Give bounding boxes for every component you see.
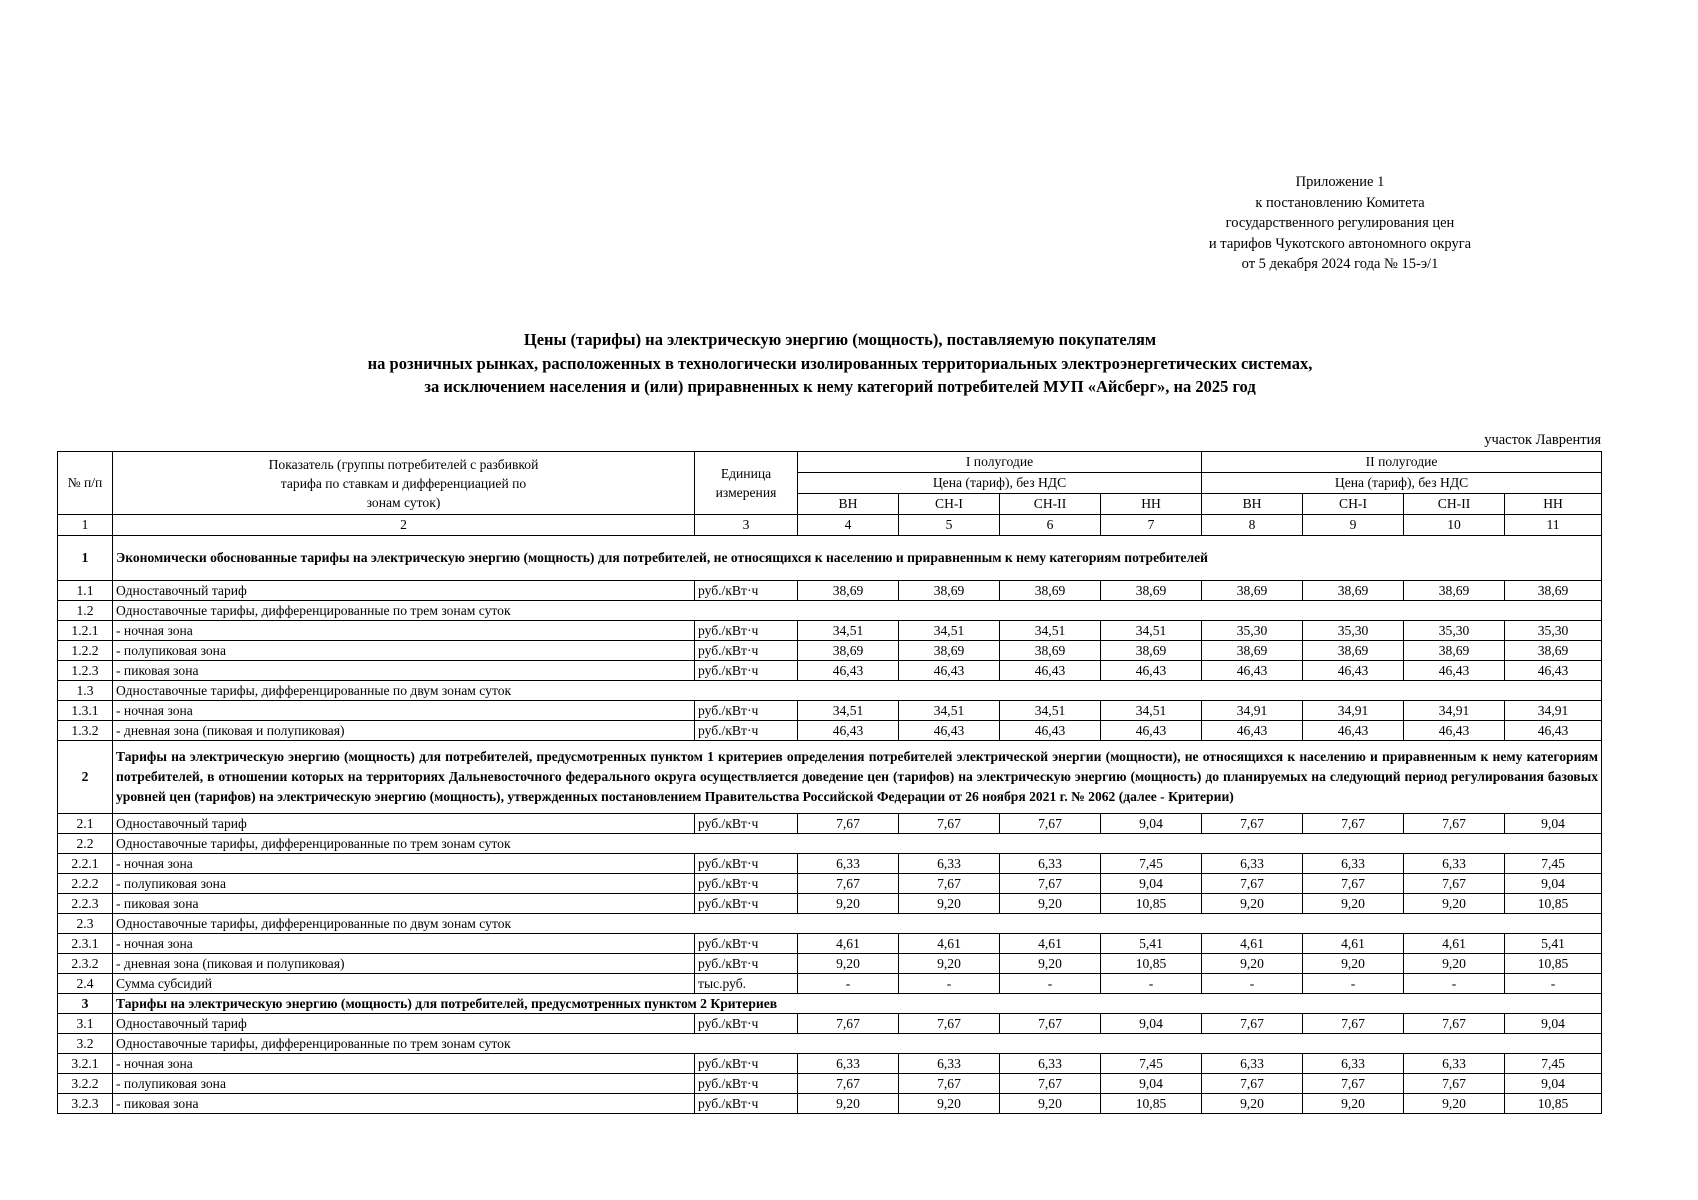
row-number: 3 [58,994,113,1014]
tariff-value: 7,67 [798,1014,899,1034]
row-unit: руб./кВт·ч [695,1074,798,1094]
tariff-value: 7,67 [1303,814,1404,834]
row-name: Одноставочные тарифы, дифференцированные по двум зонам суток [113,681,1602,701]
row-unit: руб./кВт·ч [695,814,798,834]
tariff-value: 7,67 [899,874,1000,894]
tariff-value: 34,51 [1000,701,1101,721]
header-level: НН [1505,494,1602,515]
header-level: ВН [1202,494,1303,515]
section-title: Тарифы на электрическую энергию (мощность) для потребителей, предусмотренных пунктом 2 Критериев [113,994,1602,1014]
header-indicator: Показатель (группы потребителей с разбивкой тарифа по ставкам и дифференциацией по зонам суток) [113,452,695,515]
header-level: СН-II [1404,494,1505,515]
tariff-value: 9,20 [899,894,1000,914]
tariff-value: 6,33 [1404,1054,1505,1074]
tariff-value: 7,67 [1000,1074,1101,1094]
row-unit: руб./кВт·ч [695,954,798,974]
tariff-value: 6,33 [798,854,899,874]
tariff-value: 7,67 [798,874,899,894]
row-unit: руб./кВт·ч [695,1014,798,1034]
tariff-value: 7,67 [899,814,1000,834]
tariff-value: 9,04 [1505,874,1602,894]
tariff-value: 7,67 [1303,1074,1404,1094]
tariff-value: 38,69 [899,581,1000,601]
tariff-value: - [1505,974,1602,994]
tariff-value: 9,20 [798,954,899,974]
title-line: на розничных рынках, расположенных в технологически изолированных территориальных электроэнергетических системах, [367,353,1313,373]
tariff-value: - [798,974,899,994]
tariff-value: 10,85 [1505,894,1602,914]
tariff-value: 38,69 [1101,641,1202,661]
row-name: - ночная зона [113,934,695,954]
row-number: 1.2.3 [58,661,113,681]
row-number: 1.2 [58,601,113,621]
tariff-value: 7,67 [1202,1074,1303,1094]
row-number: 2 [58,741,113,814]
tariff-value: 9,20 [1404,954,1505,974]
section-row [58,741,1602,814]
tariff-value: 9,04 [1505,1074,1602,1094]
appendix-line: от 5 декабря 2024 года № 15-э/1 [1241,256,1439,272]
tariff-value: 7,67 [1202,814,1303,834]
tariff-value: 6,33 [1000,1054,1101,1074]
header-level: ВН [798,494,899,515]
subsection-row [58,681,1602,701]
tariff-value: - [1404,974,1505,994]
header-half1: I полугодие [798,452,1202,473]
document-title [100,328,1580,399]
tariff-value: 6,33 [899,854,1000,874]
header-price-label: Цена (тариф), без НДС [1202,473,1602,494]
row-name: - дневная зона (пиковая и полупиковая) [113,954,695,974]
column-number: 9 [1303,515,1404,536]
tariff-value: 38,69 [1202,641,1303,661]
tariff-value: 7,67 [899,1074,1000,1094]
table-row [58,874,1602,894]
section-row [58,536,1602,581]
tariff-value: 46,43 [1101,721,1202,741]
subsection-row [58,914,1602,934]
tariff-value: 34,51 [798,701,899,721]
row-number: 3.2.2 [58,1074,113,1094]
row-unit: руб./кВт·ч [695,874,798,894]
tariff-value: 38,69 [1303,641,1404,661]
tariff-value: 7,67 [798,814,899,834]
tariff-value: 34,51 [1101,621,1202,641]
tariff-value: 4,61 [1404,934,1505,954]
section-row [58,994,1602,1014]
tariff-value: 7,67 [1404,1074,1505,1094]
tariff-value: 38,69 [1404,641,1505,661]
tariff-value: 6,33 [899,1054,1000,1074]
tariff-value: 7,67 [1202,874,1303,894]
row-name: Одноставочные тарифы, дифференцированные по трем зонам суток [113,834,1602,854]
tariff-value: 6,33 [1202,854,1303,874]
row-number: 3.2 [58,1034,113,1054]
row-unit: руб./кВт·ч [695,641,798,661]
tariff-value: 38,69 [1505,641,1602,661]
row-number: 1.3.2 [58,721,113,741]
tariff-value: 46,43 [1000,661,1101,681]
tariff-value: 38,69 [1303,581,1404,601]
tariff-value: 46,43 [1101,661,1202,681]
row-name: - полупиковая зона [113,641,695,661]
column-number: 10 [1404,515,1505,536]
row-name: Одноставочные тарифы, дифференцированные по двум зонам суток [113,914,1602,934]
appendix-block [1130,172,1550,275]
table-row [58,581,1602,601]
row-name: Одноставочные тарифы, дифференцированные по трем зонам суток [113,1034,1602,1054]
row-name: - полупиковая зона [113,874,695,894]
section-title: Экономически обоснованные тарифы на электрическую энергию (мощность) для потребителей, не относящихся к населению и приравненным к нему категориям потребителей [113,536,1602,581]
tariff-value: 9,04 [1505,1014,1602,1034]
tariff-value: 7,67 [1303,1014,1404,1034]
table-row [58,641,1602,661]
tariff-value: 34,51 [899,701,1000,721]
table-row [58,954,1602,974]
tariff-value: 46,43 [1303,721,1404,741]
tariff-value: 34,91 [1505,701,1602,721]
row-name: Одноставочный тариф [113,1014,695,1034]
tariff-value: 34,91 [1202,701,1303,721]
title-line: Цены (тарифы) на электрическую энергию (мощность), поставляемую покупателям [523,330,1157,349]
tariff-value: 6,33 [1404,854,1505,874]
tariff-value: 46,43 [1202,661,1303,681]
tariff-value: 46,43 [1404,721,1505,741]
tariff-value: 46,43 [899,661,1000,681]
row-number: 1.3.1 [58,701,113,721]
tariff-value: 7,67 [1404,874,1505,894]
tariff-value: 9,20 [899,954,1000,974]
tariff-value: 38,69 [1404,581,1505,601]
title-line: за исключением населения и (или) приравненных к нему категорий потребителей МУП «Айсберг», на 2025 год [424,377,1256,396]
row-number: 2.4 [58,974,113,994]
table-row [58,701,1602,721]
row-unit: руб./кВт·ч [695,934,798,954]
tariff-value: 6,33 [798,1054,899,1074]
row-number: 1 [58,536,113,581]
row-number: 2.2.3 [58,894,113,914]
row-unit: руб./кВт·ч [695,721,798,741]
tariff-value: 9,20 [1000,894,1101,914]
header-num: № п/п [58,452,113,515]
tariff-value: 6,33 [1303,1054,1404,1074]
tariff-value: - [1000,974,1101,994]
table-row [58,974,1602,994]
tariff-value: 34,91 [1404,701,1505,721]
tariff-value: 7,67 [1404,1014,1505,1034]
tariff-value: 9,04 [1101,814,1202,834]
row-number: 2.1 [58,814,113,834]
tariff-value: 7,67 [1303,874,1404,894]
row-name: Одноставочный тариф [113,814,695,834]
table-row [58,894,1602,914]
tariff-value: 9,20 [1000,954,1101,974]
tariff-value: 38,69 [798,581,899,601]
tariff-value: 38,69 [798,641,899,661]
tariff-value: 7,67 [1000,814,1101,834]
tariff-value: 10,85 [1101,894,1202,914]
tariff-value: - [899,974,1000,994]
tariff-value: 34,51 [899,621,1000,641]
tariff-value: 9,04 [1505,814,1602,834]
tariff-value: 10,85 [1505,1094,1602,1114]
tariff-value: 34,51 [798,621,899,641]
tariff-value: 9,20 [1202,1094,1303,1114]
tariff-value: 9,20 [1404,894,1505,914]
row-number: 3.2.1 [58,1054,113,1074]
row-name: Одноставочные тарифы, дифференцированные по трем зонам суток [113,601,1602,621]
row-name: - ночная зона [113,1054,695,1074]
tariff-value: 7,67 [899,1014,1000,1034]
tariff-value: 9,20 [1404,1094,1505,1114]
tariff-value: 7,67 [1202,1014,1303,1034]
column-number: 7 [1101,515,1202,536]
row-number: 1.3 [58,681,113,701]
row-name: - пиковая зона [113,661,695,681]
tariff-value: 7,45 [1101,1054,1202,1074]
tariff-value: 35,30 [1303,621,1404,641]
tariff-value: 5,41 [1101,934,1202,954]
row-unit: руб./кВт·ч [695,854,798,874]
row-number: 2.2.2 [58,874,113,894]
subsection-row [58,601,1602,621]
tariff-value: 7,67 [1000,874,1101,894]
tariff-value: 34,51 [1101,701,1202,721]
table-row [58,721,1602,741]
table-row [58,661,1602,681]
row-unit: руб./кВт·ч [695,581,798,601]
tariff-value: 7,67 [798,1074,899,1094]
tariff-value: - [1202,974,1303,994]
site-note: участок Лаврентия [1484,432,1601,448]
table-row [58,854,1602,874]
row-unit: руб./кВт·ч [695,894,798,914]
column-number: 1 [58,515,113,536]
row-number: 1.2.1 [58,621,113,641]
tariff-value: 5,41 [1505,934,1602,954]
tariff-value: 7,67 [1000,1014,1101,1034]
tariff-value: 4,61 [1303,934,1404,954]
tariff-value: 9,04 [1101,1014,1202,1034]
appendix-line: Приложение 1 [1295,174,1385,190]
row-unit: руб./кВт·ч [695,1094,798,1114]
tariff-value: 46,43 [1303,661,1404,681]
tariff-value: 9,04 [1101,1074,1202,1094]
tariff-value: - [1101,974,1202,994]
column-number: 8 [1202,515,1303,536]
row-number: 2.3 [58,914,113,934]
row-name: - полупиковая зона [113,1074,695,1094]
tariff-value: 35,30 [1202,621,1303,641]
tariff-value: 9,20 [1303,954,1404,974]
table-row [58,934,1602,954]
row-number: 2.2 [58,834,113,854]
tariff-value: 9,20 [1303,1094,1404,1114]
tariff-value: 38,69 [1505,581,1602,601]
header-row [58,452,1602,473]
tariff-value: 4,61 [1000,934,1101,954]
tariff-value: 9,04 [1101,874,1202,894]
table-row [58,1014,1602,1034]
row-name: - ночная зона [113,854,695,874]
tariff-value: 9,20 [1202,894,1303,914]
header-half2: II полугодие [1202,452,1602,473]
tariff-value: 9,20 [1303,894,1404,914]
column-number: 5 [899,515,1000,536]
tariff-value: 38,69 [899,641,1000,661]
tariff-value: 46,43 [899,721,1000,741]
tariff-value: - [1303,974,1404,994]
tariff-value: 7,67 [1404,814,1505,834]
row-number: 1.1 [58,581,113,601]
appendix-line: и тарифов Чукотского автономного округа [1208,235,1472,252]
tariff-value: 46,43 [1404,661,1505,681]
tariff-value: 34,91 [1303,701,1404,721]
appendix-line: государственного регулирования цен [1225,215,1455,231]
tariff-value: 38,69 [1000,581,1101,601]
tariff-value: 9,20 [1000,1094,1101,1114]
tariff-value: 9,20 [899,1094,1000,1114]
tariff-value: 46,43 [1505,721,1602,741]
header-unit: Единица измерения [695,452,798,515]
tariff-value: 7,45 [1101,854,1202,874]
row-unit: руб./кВт·ч [695,701,798,721]
tariff-value: 6,33 [1202,1054,1303,1074]
tariff-value: 35,30 [1404,621,1505,641]
tariff-value: 6,33 [1000,854,1101,874]
tariff-value: 38,69 [1000,641,1101,661]
header-level: СН-I [899,494,1000,515]
row-name: - пиковая зона [113,1094,695,1114]
tariff-value: 9,20 [1202,954,1303,974]
tariff-value: 35,30 [1505,621,1602,641]
tariff-value: 10,85 [1505,954,1602,974]
tariff-value: 46,43 [798,661,899,681]
row-number: 2.2.1 [58,854,113,874]
column-number: 4 [798,515,899,536]
tariff-value: 4,61 [1202,934,1303,954]
row-unit: руб./кВт·ч [695,1054,798,1074]
column-number: 3 [695,515,798,536]
section-title: Тарифы на электрическую энергию (мощность) для потребителей, предусмотренных пунктом 1 критериев определения потребителей электрической энергии (мощности), не относящихся к населению и приравненным к нему категориям потребителей, в отношении которых на территориях Дальневосточного федерального округа осуществляется доведение цен (тарифов) на электрическую энергию (мощность) до планируемых на следующий период регулирования базовых уровней цен (тарифов) на электрическую энергию (мощность), утвержденных постановлением Правительства Российской Федерации от 26 ноября 2021 г. № 2062 (далее - Критерии) [113,741,1602,814]
table-row [58,621,1602,641]
tariff-value: 46,43 [1202,721,1303,741]
row-number: 1.2.2 [58,641,113,661]
header-level: НН [1101,494,1202,515]
subsection-row [58,834,1602,854]
table-row [58,814,1602,834]
tariff-value: 38,69 [1101,581,1202,601]
row-number: 3.1 [58,1014,113,1034]
tariff-value: 46,43 [1505,661,1602,681]
header-level: СН-II [1000,494,1101,515]
row-unit: руб./кВт·ч [695,661,798,681]
tariff-value: 46,43 [798,721,899,741]
tariff-value: 9,20 [798,894,899,914]
tariff-value: 7,45 [1505,854,1602,874]
row-name: - ночная зона [113,701,695,721]
table-row [58,1054,1602,1074]
column-number: 6 [1000,515,1101,536]
column-numbers-row [58,515,1602,536]
column-number: 11 [1505,515,1602,536]
row-unit: тыс.руб. [695,974,798,994]
header-level: СН-I [1303,494,1404,515]
row-number: 3.2.3 [58,1094,113,1114]
row-number: 2.3.2 [58,954,113,974]
tariff-table [57,451,1602,1114]
row-name: - ночная зона [113,621,695,641]
tariff-value: 46,43 [1000,721,1101,741]
row-name: - пиковая зона [113,894,695,914]
appendix-line: к постановлению Комитета [1255,194,1425,211]
tariff-value: 10,85 [1101,1094,1202,1114]
row-number: 2.3.1 [58,934,113,954]
row-name: Одноставочный тариф [113,581,695,601]
row-name: Сумма субсидий [113,974,695,994]
tariff-value: 9,20 [798,1094,899,1114]
tariff-value: 7,45 [1505,1054,1602,1074]
header-price-label: Цена (тариф), без НДС [798,473,1202,494]
table-row [58,1074,1602,1094]
tariff-value: 38,69 [1202,581,1303,601]
tariff-value: 10,85 [1101,954,1202,974]
column-number: 2 [113,515,695,536]
subsection-row [58,1034,1602,1054]
table-row [58,1094,1602,1114]
tariff-value: 34,51 [1000,621,1101,641]
tariff-value: 6,33 [1303,854,1404,874]
tariff-value: 4,61 [899,934,1000,954]
tariff-value: 4,61 [798,934,899,954]
row-unit: руб./кВт·ч [695,621,798,641]
row-name: - дневная зона (пиковая и полупиковая) [113,721,695,741]
tariff-body [58,536,1602,1114]
